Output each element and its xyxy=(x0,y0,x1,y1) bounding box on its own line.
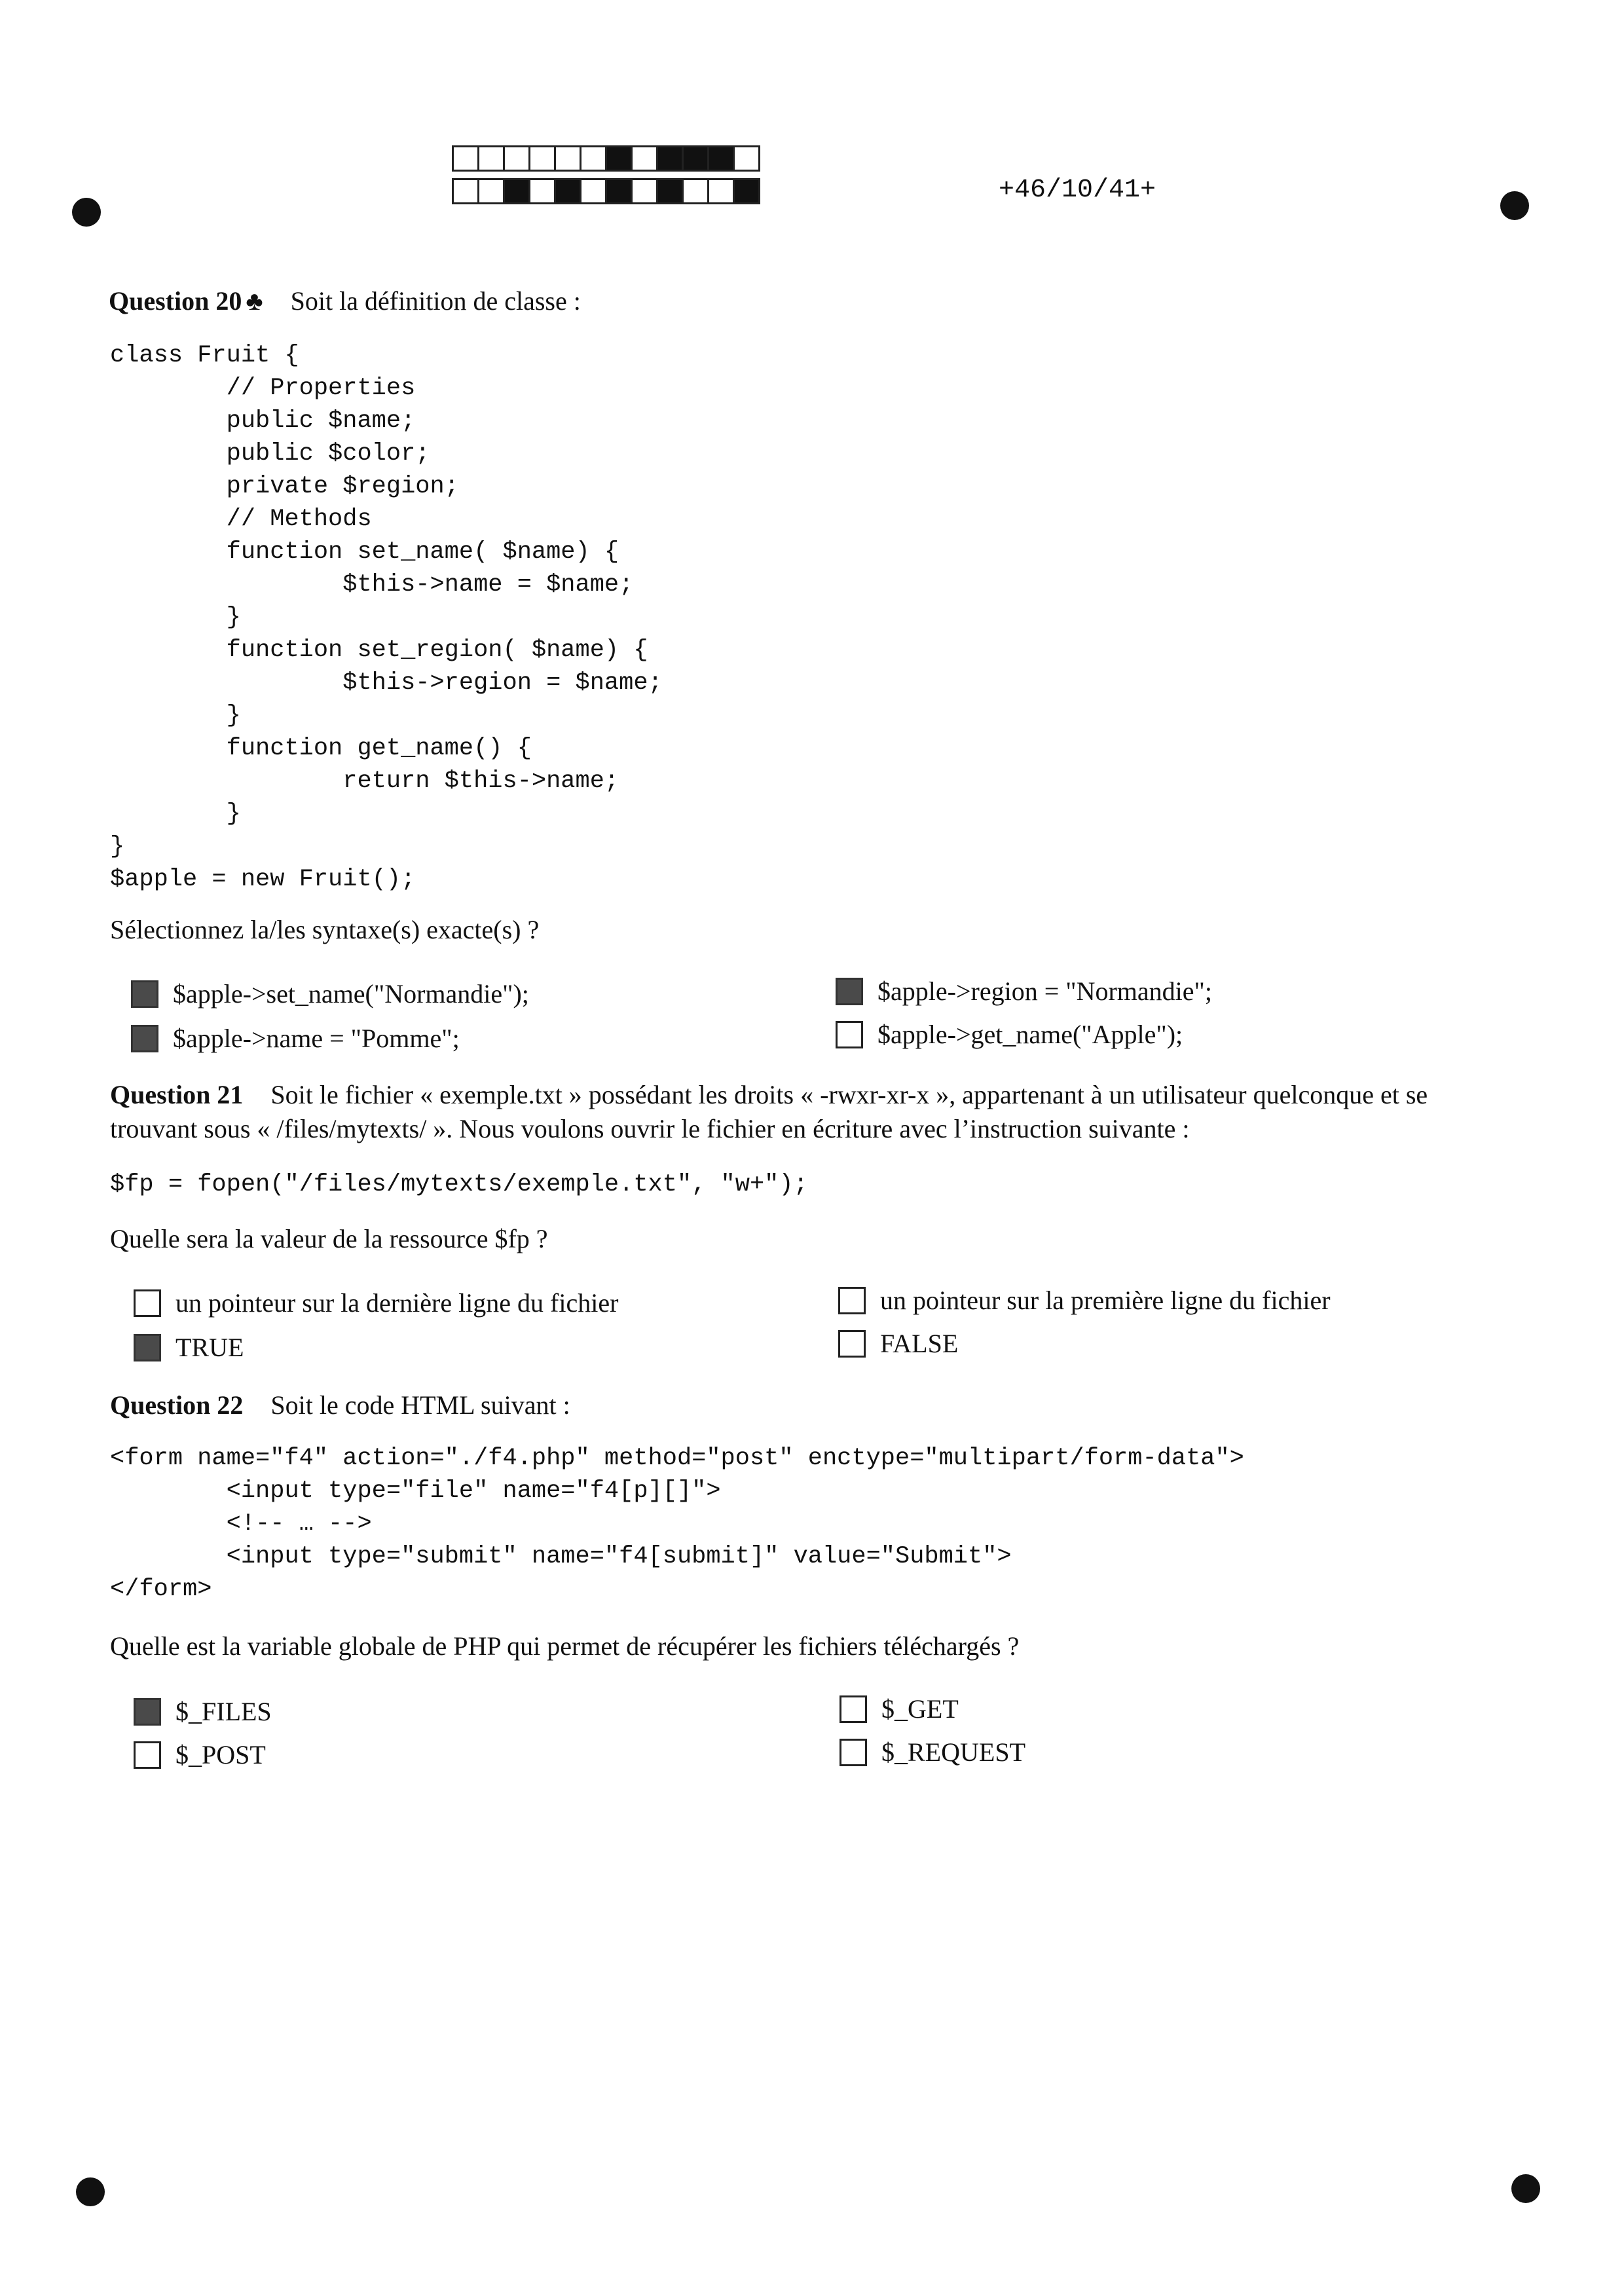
question-number: Question 22 xyxy=(110,1390,244,1420)
answer-option[interactable] xyxy=(836,976,1212,1007)
answer-checkbox[interactable] xyxy=(840,1739,867,1766)
answer-checkbox[interactable] xyxy=(838,1330,866,1358)
barcode-cell xyxy=(580,178,607,204)
barcode-cell xyxy=(682,145,709,172)
barcode-cell xyxy=(656,178,684,204)
question-20-header xyxy=(109,286,581,316)
barcode-cell xyxy=(528,145,556,172)
page-id: +46/10/41+ xyxy=(999,176,1156,205)
barcode-cell xyxy=(707,178,735,204)
club-icon: ♣ xyxy=(246,286,263,316)
answer-option[interactable] xyxy=(840,1737,1025,1768)
question-prompt: Soit le fichier « exemple.txt » possédant les droits « -rwxr-xr-x », appartenant à un utilisateur quelconque et se trouvant sous « /files/mytexts/ ». Nous voulons ouvrir le fichier en écriture avec l’instruction suivante : xyxy=(110,1080,1428,1143)
barcode-cell xyxy=(503,178,530,204)
answer-option[interactable] xyxy=(838,1285,1331,1316)
barcode-cell xyxy=(631,178,658,204)
barcode-cell xyxy=(605,145,633,172)
answer-option[interactable] xyxy=(840,1694,959,1724)
answer-checkbox[interactable] xyxy=(134,1698,161,1726)
barcode-cell xyxy=(707,145,735,172)
answer-label: $_FILES xyxy=(175,1697,272,1726)
question-prompt: Soit la définition de classe : xyxy=(290,286,581,316)
question-21-header xyxy=(110,1078,1518,1146)
question-prompt: Soit le code HTML suivant : xyxy=(270,1390,570,1420)
barcode-cell xyxy=(554,178,581,204)
question-text: Sélectionnez la/les syntaxe(s) exacte(s) ? xyxy=(110,915,540,944)
answer-label: $apple->set_name("Normandie"); xyxy=(173,979,529,1009)
barcode-cell xyxy=(503,145,530,172)
code-block: <form name="f4" action="./f4.php" method="post" enctype="multipart/form-data"> <input type="file" name="f4[p][]"> <!-- … --> <input type="submit" name="f4[submit]" value="Submit"> </form> xyxy=(110,1445,1244,1603)
registration-mark-bottom-left xyxy=(76,2177,105,2206)
answer-checkbox[interactable] xyxy=(836,978,863,1005)
answer-label: FALSE xyxy=(880,1329,959,1358)
barcode-cell xyxy=(477,178,505,204)
answer-label: $_POST xyxy=(175,1740,266,1769)
code-block: class Fruit { // Properties public $name; public $color; private $region; // Methods function set_name( $name) { $this->name = $name; } function set_region( $name) { $this->region = $name; } function get_name() { return $this->name; } } $apple = new Fruit(); xyxy=(110,342,663,893)
answer-checkbox[interactable] xyxy=(836,1021,863,1048)
answer-checkbox[interactable] xyxy=(134,1741,161,1769)
answer-checkbox[interactable] xyxy=(131,980,158,1008)
barcode-cell xyxy=(605,178,633,204)
answer-option[interactable] xyxy=(134,1696,272,1727)
answer-checkbox[interactable] xyxy=(134,1289,161,1317)
answer-label: $apple->region = "Normandie"; xyxy=(877,976,1212,1006)
registration-mark-bottom-right xyxy=(1511,2174,1540,2203)
answer-option[interactable] xyxy=(838,1328,958,1359)
answer-option[interactable] xyxy=(131,1023,460,1054)
answer-option[interactable] xyxy=(131,978,529,1009)
answer-option[interactable] xyxy=(134,1739,266,1770)
answer-checkbox[interactable] xyxy=(131,1025,158,1052)
answer-checkbox[interactable] xyxy=(838,1287,866,1314)
registration-mark-top-right xyxy=(1500,191,1529,220)
barcode-cell xyxy=(631,145,658,172)
barcode-cell xyxy=(452,145,479,172)
question-number: Question 21 xyxy=(110,1080,244,1109)
answer-label: un pointeur sur la première ligne du fichier xyxy=(880,1286,1331,1315)
answer-label: $_GET xyxy=(881,1694,959,1724)
answer-option[interactable] xyxy=(134,1287,618,1318)
question-text: Quelle est la variable globale de PHP qui permet de récupérer les fichiers téléchargés ? xyxy=(110,1631,1020,1661)
answer-label: un pointeur sur la dernière ligne du fichier xyxy=(175,1288,619,1318)
barcode-cell xyxy=(452,178,479,204)
question-text: Quelle sera la valeur de la ressource $fp ? xyxy=(110,1224,548,1253)
barcode-cell xyxy=(580,145,607,172)
barcode-cell xyxy=(528,178,556,204)
answer-label: $apple->get_name("Apple"); xyxy=(877,1020,1183,1049)
question-number: Question 20 xyxy=(109,286,242,316)
answer-label: TRUE xyxy=(175,1333,244,1362)
answer-checkbox[interactable] xyxy=(134,1334,161,1361)
answer-label: $_REQUEST xyxy=(881,1737,1025,1767)
barcode-cell xyxy=(733,178,760,204)
barcode-cell xyxy=(682,178,709,204)
answer-checkbox[interactable] xyxy=(840,1695,867,1723)
answer-option[interactable] xyxy=(836,1019,1183,1050)
code-block: $fp = fopen("/files/mytexts/exemple.txt", "w+"); xyxy=(110,1171,808,1198)
barcode-cell xyxy=(656,145,684,172)
barcode-cell xyxy=(733,145,760,172)
answer-option[interactable] xyxy=(134,1332,244,1363)
barcode-cell xyxy=(477,145,505,172)
barcode-cell xyxy=(554,145,581,172)
question-22-header xyxy=(110,1390,570,1420)
registration-mark-top-left xyxy=(72,198,101,227)
answer-label: $apple->name = "Pomme"; xyxy=(173,1024,460,1053)
